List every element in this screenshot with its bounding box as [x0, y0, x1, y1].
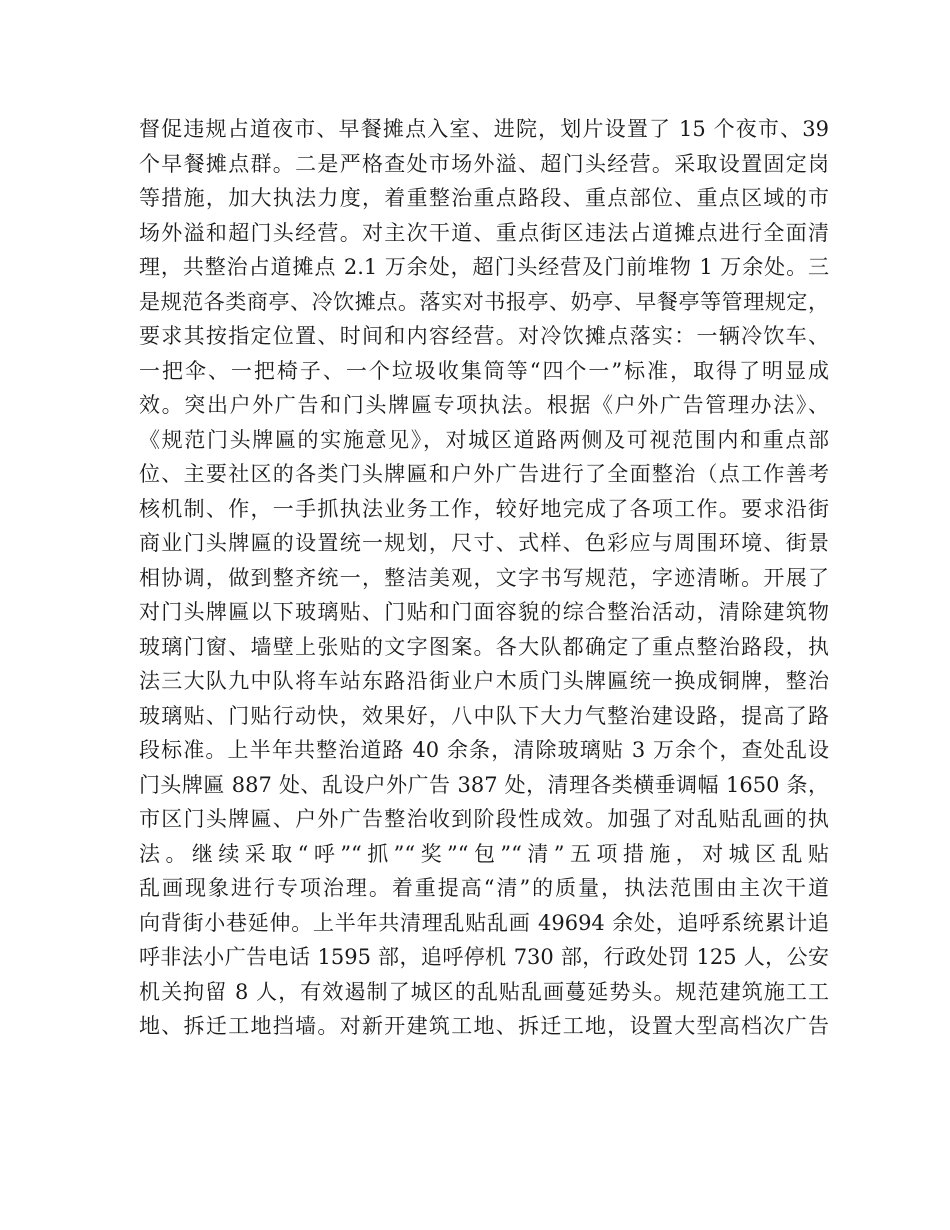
- text-line: 是规范各类商亭、冷饮摊点。落实对书报亭、奶亭、早餐亭等管理规定，: [139, 289, 829, 314]
- text-line: 商业门头牌匾的设置统一规划，尺寸、式样、色彩应与周围环境、街景: [139, 531, 829, 555]
- text-line: 场外溢和超门头经营。对主次干道、重点街区违法占道摊点进行全面清: [139, 220, 829, 245]
- text-line: 法三大队九中队将车站东路沿街业户木质门头牌匾统一换成铜牌，整治: [139, 669, 829, 693]
- text-line: 门头牌匾 887 处、乱设户外广告 387 处，清理各类横垂调幅 1650 条，: [139, 772, 829, 797]
- text-line: 一把伞、一把椅子、一个垃圾收集筒等“四个一”标准，取得了明显成: [139, 358, 829, 383]
- text-line: 相协调，做到整齐统一，整洁美观，文字书写规范，字迹清晰。开展了: [139, 565, 829, 590]
- text-line: 位、主要社区的各类门头牌匾和户外广告进行了全面整治（点工作善考: [139, 462, 829, 486]
- text-line: 个早餐摊点群。二是严格查处市场外溢、超门头经营。采取设置固定岗: [139, 151, 829, 176]
- text-line: 段标准。上半年共整治道路 40 余条，清除玻璃贴 3 万余个，查处乱设: [139, 738, 829, 762]
- text-line: 督促违规占道夜市、早餐摊点入室、进院，划片设置了 15 个夜市、39: [139, 117, 829, 141]
- text-line: 地、拆迁工地挡墙。对新开建筑工地、拆迁工地，设置大型高档次广告: [139, 1014, 829, 1038]
- text-line: 理，共整治占道摊点 2.1 万余处，超门头经营及门前堆物 1 万余处。三: [139, 255, 829, 279]
- text-line: 呼非法小广告电话 1595 部，追呼停机 730 部，行政处罚 125 人，公安: [139, 945, 829, 969]
- text-line: 机关拘留 8 人，有效遏制了城区的乱贴乱画蔓延势头。规范建筑施工工: [139, 979, 829, 1004]
- text-line: 效。突出户外广告和门头牌匾专项执法。根据《户外广告管理办法》、: [139, 393, 829, 417]
- text-line: 玻璃贴、门贴行动快，效果好，八中队下大力气整治建设路，提高了路: [139, 703, 829, 728]
- text-line: 市区门头牌匾、户外广告整治收到阶段性成效。加强了对乱贴乱画的执: [139, 807, 829, 831]
- text-line: 对门头牌匾以下玻璃贴、门贴和门面容貌的综合整治活动，清除建筑物: [139, 600, 829, 624]
- text-line: 《规范门头牌匾的实施意见》，对城区道路两侧及可视范围内和重点部: [139, 427, 829, 452]
- text-line: 向背街小巷延伸。上半年共清理乱贴乱画 49694 余处，追呼系统累计追: [139, 910, 829, 935]
- text-line: 乱画现象进行专项治理。着重提高“清”的质量，执法范围由主次干道: [139, 876, 829, 900]
- body-paragraph: [139, 112, 829, 1044]
- text-line: 等措施，加大执法力度，着重整治重点路段、重点部位、重点区域的市: [139, 186, 829, 210]
- text-line: 核机制、作，一手抓执法业务工作，较好地完成了各项工作。要求沿街: [139, 496, 829, 521]
- text-line: 玻璃门窗、墙壁上张贴的文字图案。各大队都确定了重点整治路段，执: [139, 634, 829, 659]
- text-line: 要求其按指定位置、时间和内容经营。对冷饮摊点落实：一辆冷饮车、: [139, 324, 829, 348]
- text-line: 法。继续采取“呼”“抓”“奖”“包”“清”五项措施，对城区乱贴: [139, 841, 829, 866]
